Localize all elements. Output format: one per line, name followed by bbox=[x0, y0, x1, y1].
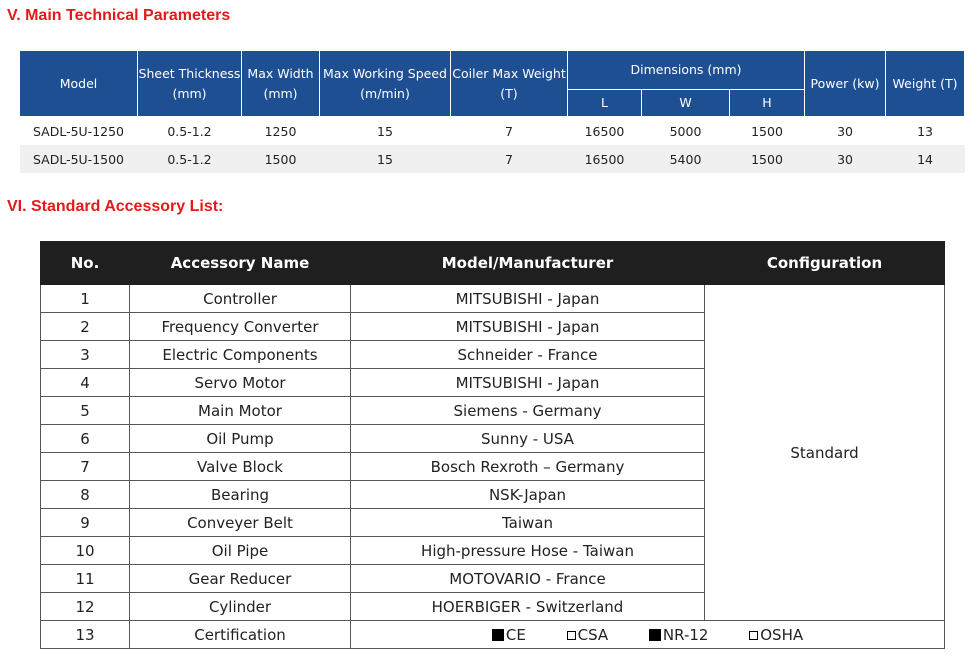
cell-accessory-name: Frequency Converter bbox=[130, 313, 351, 341]
cell-accessory-name: Valve Block bbox=[130, 453, 351, 481]
cell-coiler: 7 bbox=[451, 145, 568, 173]
cell-no: 7 bbox=[41, 453, 130, 481]
header-no: No. bbox=[41, 242, 130, 285]
section-title-accessory-list: VI. Standard Accessory List: bbox=[7, 198, 224, 215]
cell-model-manufacturer: Taiwan bbox=[351, 509, 705, 537]
cell-speed: 15 bbox=[377, 123, 393, 139]
checkbox-unchecked-icon bbox=[567, 631, 576, 640]
header-power: Power (kw) bbox=[805, 51, 886, 117]
cell-thickness: 0.5-1.2 bbox=[138, 145, 242, 173]
cell-no: 12 bbox=[41, 593, 130, 621]
cell-accessory-name: Controller bbox=[130, 285, 351, 313]
cell-power: 30 bbox=[805, 145, 886, 173]
cell-model-manufacturer: Siemens - Germany bbox=[351, 397, 705, 425]
cell-width: 1250 bbox=[264, 123, 297, 139]
cell-no: 13 bbox=[41, 621, 130, 649]
checkbox-checked-icon bbox=[649, 629, 661, 641]
table-row-certification bbox=[41, 621, 945, 649]
certification-option-csa[interactable] bbox=[567, 626, 609, 644]
header-dim-l: L bbox=[568, 90, 642, 117]
header-dim-w: W bbox=[642, 90, 730, 117]
technical-parameters-table bbox=[19, 50, 965, 173]
cell-model-manufacturer: Schneider - France bbox=[351, 341, 705, 369]
cell-model-manufacturer: MITSUBISHI - Japan bbox=[351, 369, 705, 397]
table-row bbox=[41, 285, 945, 313]
table-row bbox=[20, 145, 965, 173]
table-row bbox=[20, 117, 965, 146]
cell-no: 4 bbox=[41, 369, 130, 397]
cell-model-manufacturer: High-pressure Hose - Taiwan bbox=[351, 537, 705, 565]
cell-model-manufacturer: NSK-Japan bbox=[351, 481, 705, 509]
section-title-technical-parameters: V. Main Technical Parameters bbox=[7, 7, 231, 24]
header-model: Model bbox=[20, 51, 138, 117]
certification-option-nr12[interactable] bbox=[649, 626, 709, 644]
cell-model-manufacturer: Sunny - USA bbox=[351, 425, 705, 453]
cell-accessory-name: Electric Components bbox=[130, 341, 351, 369]
cell-dim-h: 1500 bbox=[730, 145, 805, 173]
cell-accessory-name: Oil Pipe bbox=[130, 537, 351, 565]
cell-dim-l: 16500 bbox=[568, 145, 642, 173]
cell-weight: 14 bbox=[886, 145, 965, 173]
cell-dim-w: 5000 bbox=[669, 123, 702, 139]
cell-model-manufacturer: MOTOVARIO - France bbox=[351, 565, 705, 593]
cell-accessory-name: Certification bbox=[130, 621, 351, 649]
cell-model: SADL-5U-1250 bbox=[32, 123, 125, 139]
header-configuration: Configuration bbox=[705, 242, 945, 285]
certification-label: CE bbox=[505, 625, 526, 644]
certification-label: NR-12 bbox=[662, 625, 709, 644]
cell-accessory-name: Bearing bbox=[130, 481, 351, 509]
cell-model-manufacturer: MITSUBISHI - Japan bbox=[351, 285, 705, 313]
accessory-list-table bbox=[40, 241, 945, 649]
cell-model-manufacturer: Bosch Rexroth – Germany bbox=[351, 453, 705, 481]
header-accessory-name: Accessory Name bbox=[130, 242, 351, 285]
cell-no: 11 bbox=[41, 565, 130, 593]
cell-configuration: Standard bbox=[705, 285, 945, 621]
cell-thickness: 0.5-1.2 bbox=[167, 123, 212, 139]
cell-accessory-name: Conveyer Belt bbox=[130, 509, 351, 537]
cell-model-manufacturer: HOERBIGER - Switzerland bbox=[351, 593, 705, 621]
cell-accessory-name: Main Motor bbox=[130, 397, 351, 425]
cell-dim-h: 1500 bbox=[751, 123, 783, 139]
cell-speed: 15 bbox=[320, 145, 451, 173]
certification-option-osha[interactable] bbox=[749, 626, 803, 644]
cell-accessory-name: Oil Pump bbox=[130, 425, 351, 453]
cell-width: 1500 bbox=[242, 145, 320, 173]
cell-dim-l: 16500 bbox=[584, 123, 625, 139]
cell-no: 2 bbox=[41, 313, 130, 341]
cell-model: SADL-5U-1500 bbox=[20, 145, 138, 173]
cell-certification-options bbox=[351, 621, 945, 649]
header-dim-h: H bbox=[730, 90, 805, 117]
cell-no: 6 bbox=[41, 425, 130, 453]
cell-dim-w: 5400 bbox=[642, 145, 730, 173]
cell-power: 30 bbox=[837, 123, 853, 139]
cell-no: 10 bbox=[41, 537, 130, 565]
header-max-width: Max Width (mm) bbox=[242, 51, 320, 117]
header-coiler-max-weight: Coiler Max Weight (T) bbox=[451, 51, 568, 117]
header-weight: Weight (T) bbox=[886, 51, 965, 117]
header-sheet-thickness: Sheet Thickness (mm) bbox=[138, 51, 242, 117]
cell-no: 5 bbox=[41, 397, 130, 425]
cell-accessory-name: Servo Motor bbox=[130, 369, 351, 397]
cell-weight: 13 bbox=[917, 123, 933, 139]
cell-no: 9 bbox=[41, 509, 130, 537]
checkbox-unchecked-icon bbox=[749, 631, 758, 640]
certification-label: CSA bbox=[577, 625, 609, 644]
header-dimensions: Dimensions (mm) bbox=[568, 51, 805, 90]
cell-no: 8 bbox=[41, 481, 130, 509]
header-max-working-speed: Max Working Speed (m/min) bbox=[320, 51, 451, 117]
cell-accessory-name: Cylinder bbox=[130, 593, 351, 621]
cell-coiler: 7 bbox=[505, 123, 513, 139]
certification-option-ce[interactable] bbox=[492, 626, 526, 644]
cell-no: 1 bbox=[41, 285, 130, 313]
cell-no: 3 bbox=[41, 341, 130, 369]
header-model-manufacturer: Model/Manufacturer bbox=[351, 242, 705, 285]
certification-label: OSHA bbox=[760, 625, 804, 644]
cell-model-manufacturer: MITSUBISHI - Japan bbox=[351, 313, 705, 341]
checkbox-checked-icon bbox=[492, 629, 504, 641]
cell-accessory-name: Gear Reducer bbox=[130, 565, 351, 593]
